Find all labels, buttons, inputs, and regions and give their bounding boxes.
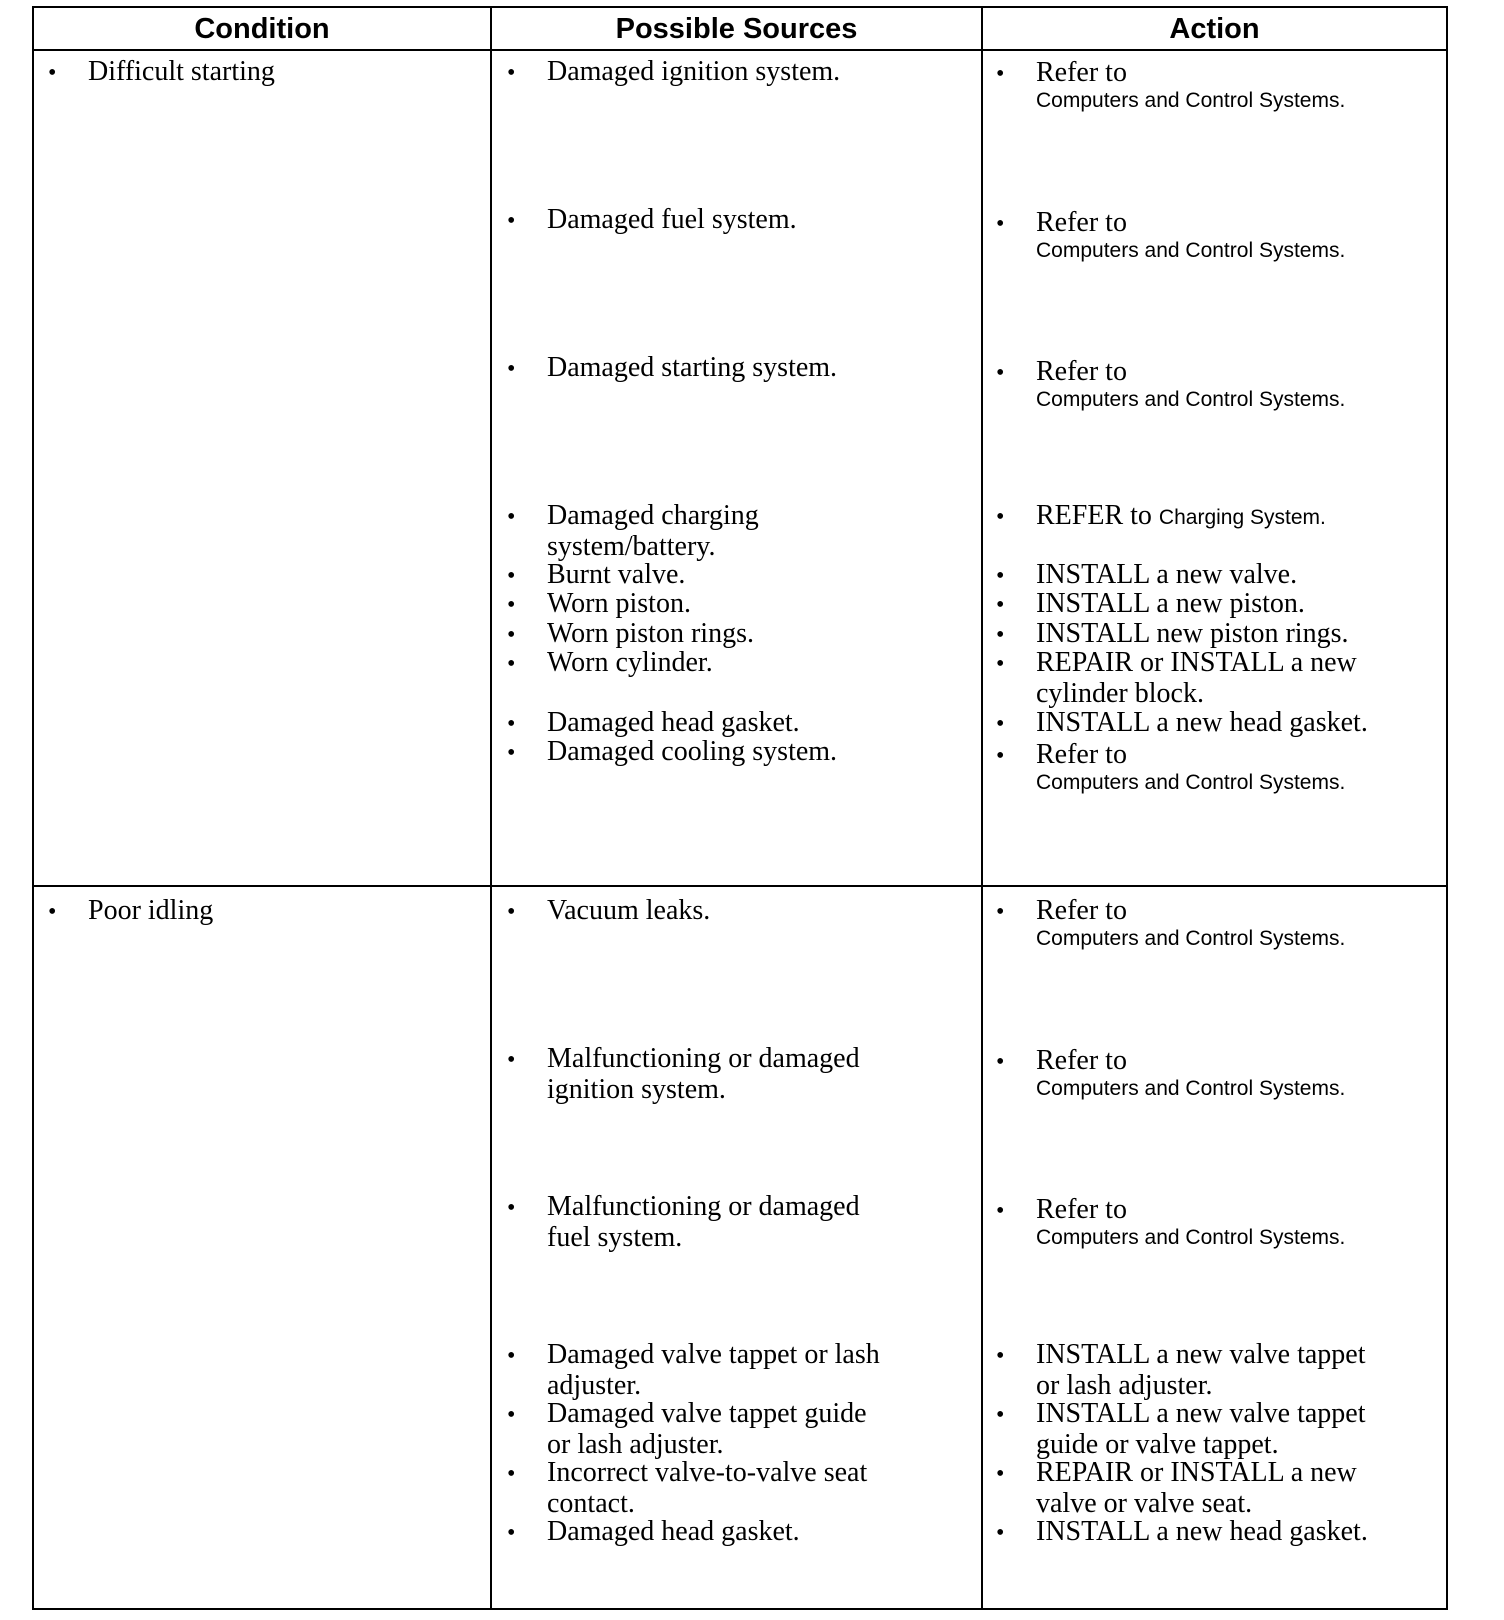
bullet-icon [996,739,1010,772]
header-possible-sources: Possible Sources [615,13,858,45]
bullet-icon [996,588,1010,621]
bullet-icon [507,56,521,89]
bullet-icon [996,1339,1010,1372]
bullet-icon [507,352,521,385]
column-divider [981,8,983,1608]
bullet-icon [996,647,1010,680]
bullet-icon [996,707,1010,740]
bullet-icon [48,56,62,89]
bullet-icon [996,1457,1010,1490]
bullet-icon [507,1339,521,1372]
bullet-icon [996,1516,1010,1549]
bullet-icon [996,356,1010,389]
bullet-icon [507,647,521,680]
bullet-icon [996,57,1010,90]
bullet-icon [996,1045,1010,1078]
bullet-icon [48,895,62,928]
header-action: Action [1169,13,1260,45]
bullet-icon [507,1516,521,1549]
row-divider [34,885,1446,887]
bullet-icon [996,500,1010,533]
bullet-icon [507,736,521,769]
column-divider [490,8,492,1608]
bullet-icon [507,1043,521,1076]
header-condition: Condition [194,13,330,45]
bullet-icon [507,1191,521,1224]
diagnosis-table: Condition Possible Sources Action • Difficult starting • Damaged ignition system. • Damaged fuel system. • Damaged starting system. • Damaged charging system/battery. • Burnt valve. • Worn piston. • Worn piston rings. • Worn cylinder. • Damaged head gasket. • Damaged cooling system. • Refer to Computers and Control Systems. • Refer to Computers and Control Systems. • Refer to Computers and Control Systems. • REFER to Charging System. • INSTALL a new valve. • INSTALL a new piston. • INSTALL new piston rings. • REPAIR or INSTALL a new cylinder block. • INSTALL a new head gasket. • Refer to Computers and Control Systems. • Poor idling • Vacuum leaks. • Malfunctioning or damaged ignition system. • Malfunctioning or damaged fuel system. • Damaged valve tappet or lash adjuster. • Damaged valve tappet guide or lash adjuster. • Incorrect valve-to-valve seat contact. • Damaged head gasket. • Refer to Computers and Control Systems. • Refer to Computers and Control Systems. • Refer to Computers and Control Systems. • INSTALL a new valve tappet or lash adjuster. • INSTALL a new valve tappet guide or valve tappet. • REPAIR or INSTALL a new valve or valve seat. • INSTALL a new head gasket. [32,6,1448,1610]
bullet-icon [507,1457,521,1490]
bullet-icon [507,204,521,237]
bullet-icon [996,1398,1010,1431]
bullet-icon [507,588,521,621]
bullet-icon [996,895,1010,928]
bullet-icon [507,500,521,533]
bullet-icon [507,895,521,928]
bullet-icon [507,1398,521,1431]
bullet-icon [996,207,1010,240]
bullet-icon [996,1194,1010,1227]
